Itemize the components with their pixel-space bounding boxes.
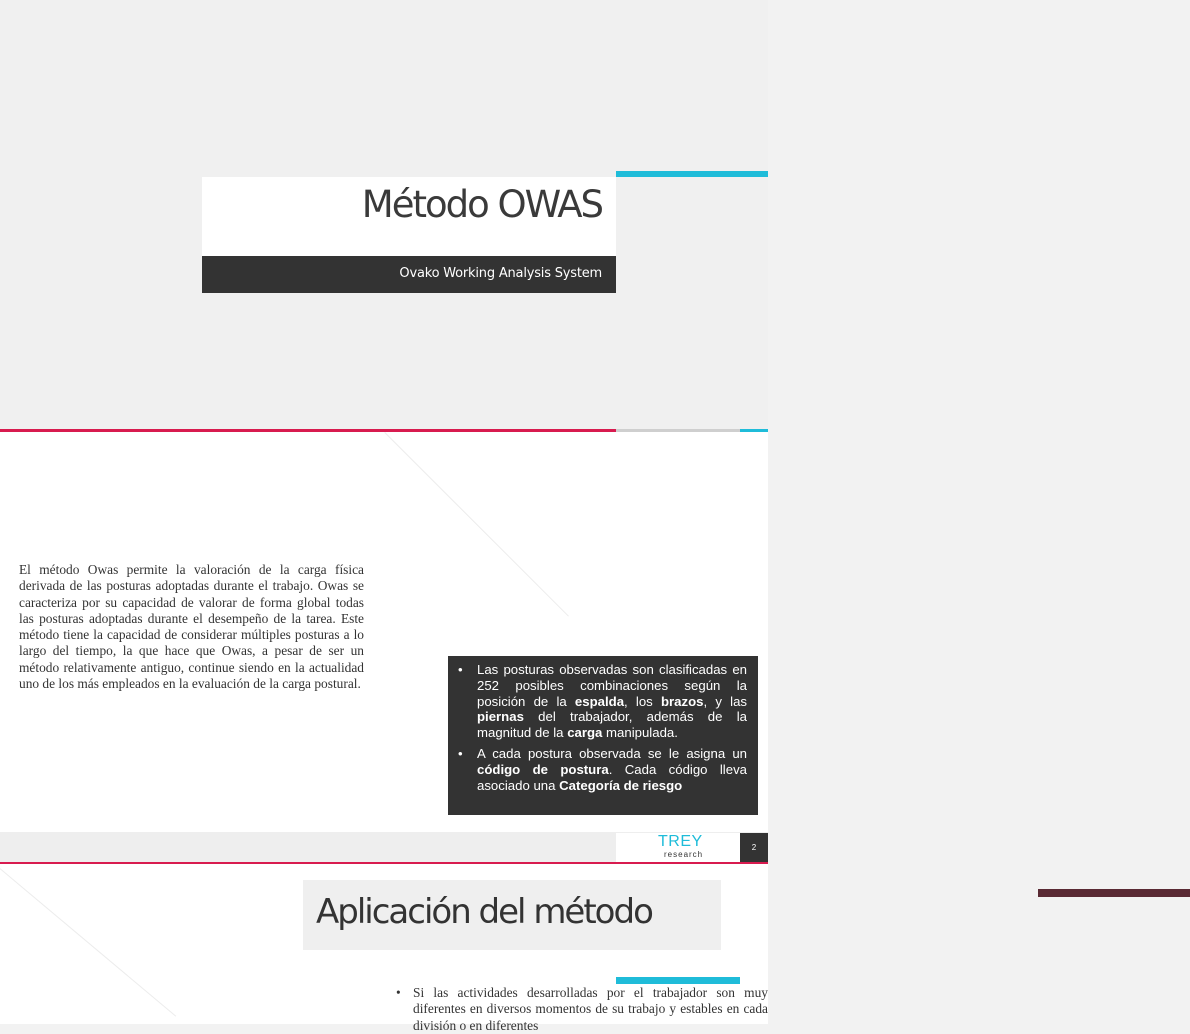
bullet-item <box>458 662 747 741</box>
bullet-item <box>396 985 768 1034</box>
bullet-text: . Cada código lleva asociado una <box>477 761 748 793</box>
bold-term: brazos <box>660 693 704 709</box>
bullet-mark: • <box>458 745 463 761</box>
bullet-text: A cada postura observada se le asigna un <box>477 745 747 761</box>
bold-term: código de postura <box>477 761 609 777</box>
slide-application <box>0 864 768 1033</box>
slide-subtitle-text: Ovako Working Analysis System <box>399 266 602 281</box>
logo-brand: TREY <box>658 833 703 850</box>
slide-title-text: Método OWAS <box>361 183 602 226</box>
bullet-box <box>448 656 758 815</box>
decorative-line <box>0 868 176 1017</box>
description-paragraph: El método Owas permite la valoración de la carga física derivada de las posturas adoptadas durante el trabajo. Owas se caracteriza por su capacidad de valorar de forma global todas las posturas adoptadas durante el desempeño de la tarea. Este método tiene la capacidad de considerar múltiples posturas a lo largo del tiempo, la que hace que Owas, a pesar de ser un método relativamente antiguo, continue siendo en la actualidad uno de los más empleados en la evaluación de la carga postural. <box>19 562 364 692</box>
slide-description <box>0 432 768 864</box>
accent-bar-cyan <box>616 977 740 984</box>
accent-strip <box>1038 889 1190 897</box>
title-box <box>202 177 616 256</box>
bold-term: espalda <box>574 693 625 709</box>
subtitle-box <box>202 256 616 293</box>
logo <box>616 833 740 862</box>
bullet-text: Si las actividades desarrolladas por el trabajador son muy diferentes en diversos momentos de su trabajo y estables en cada división o en diferentes <box>413 985 768 1033</box>
bold-term: piernas <box>477 709 524 725</box>
bullet-text: , y las <box>703 693 747 709</box>
slide-title-text: Aplicación del método <box>316 892 652 932</box>
accent-bar-cyan <box>616 171 768 177</box>
decorative-line <box>384 432 569 617</box>
bullet-text: del trabajador, además de la magnitud de la <box>477 709 747 741</box>
bullet-list <box>448 656 758 793</box>
bullet-mark: • <box>396 985 401 1000</box>
bullet-mark: • <box>458 662 463 677</box>
page-number: 2 <box>751 843 757 852</box>
bullet-text: , los <box>624 693 661 709</box>
bullet-text: Las posturas observadas son clasificadas en 252 posibles combinaciones según la posición de la <box>477 662 747 709</box>
bullet-item <box>458 746 747 793</box>
title-box <box>303 880 721 950</box>
bold-term: carga <box>567 725 603 741</box>
bullet-text: manipulada. <box>602 725 678 741</box>
slide-title <box>0 0 768 432</box>
page-number-box <box>740 833 768 862</box>
logo-tagline: research <box>664 850 704 859</box>
bold-term: Categoría de riesgo <box>559 777 683 793</box>
